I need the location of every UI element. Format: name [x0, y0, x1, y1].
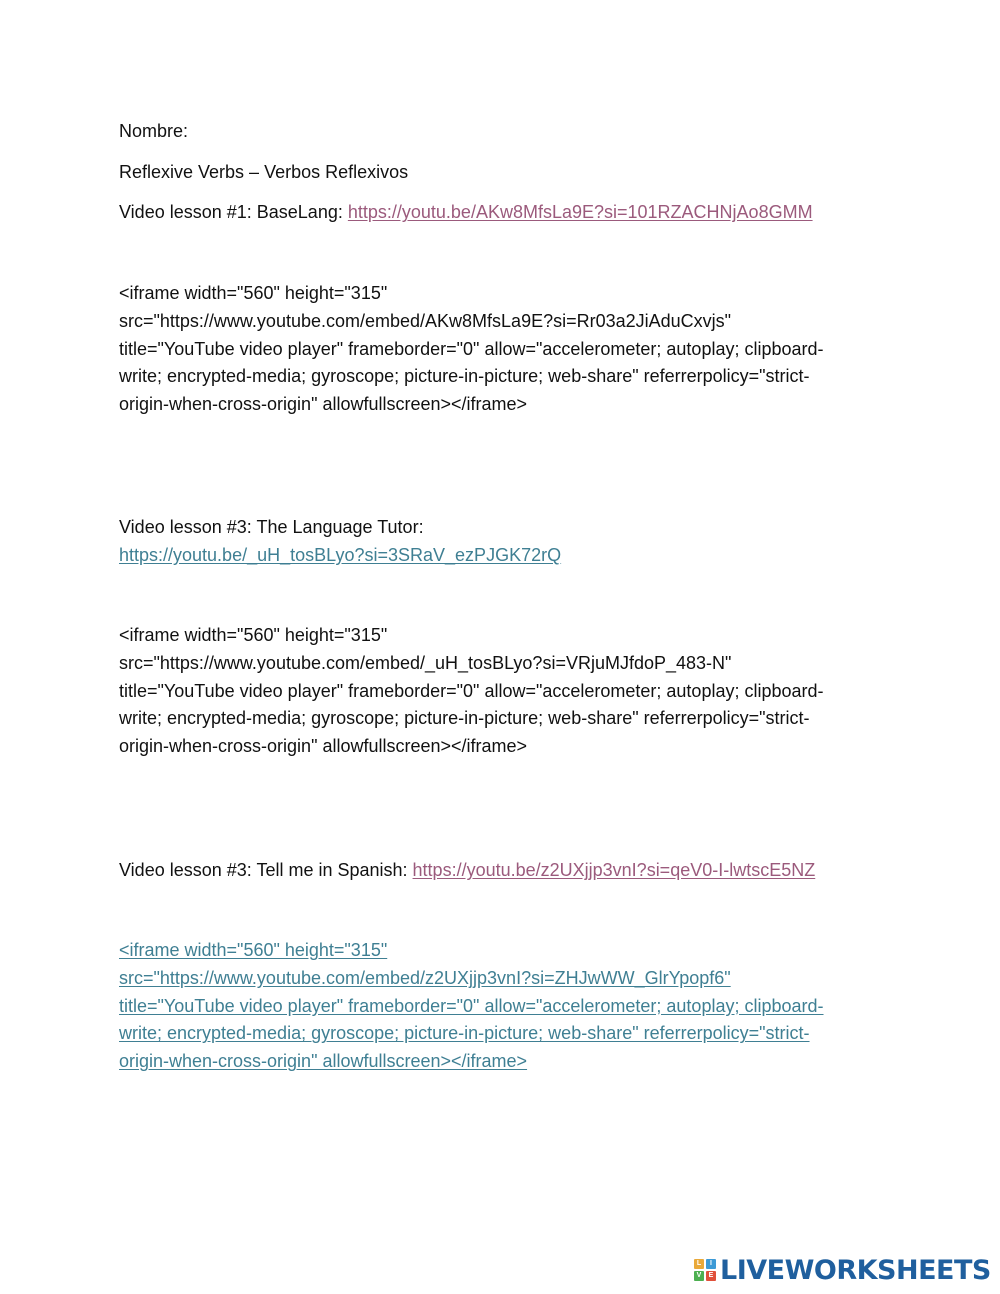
lesson3-line [119, 856, 815, 884]
lesson2-label: Video lesson #3: The Language Tutor: [119, 517, 424, 537]
lesson1-line [119, 198, 813, 226]
logo-mark-letter: I [706, 1259, 716, 1269]
embed-link-line[interactable]: title="YouTube video player" frameborder="0" allow="accelerometer; autoplay; clipboard- [119, 995, 824, 1016]
embed-line: src="https://www.youtube.com/embed/AKw8MfsLa9E?si=Rr03a2JiAduCxvjs" [119, 310, 732, 331]
embed-line: src="https://www.youtube.com/embed/_uH_tosBLyo?si=VRjuMJfdoP_483-N" [119, 652, 732, 673]
embed-line: <iframe width="560" height="315" [119, 283, 388, 303]
embed-link-line[interactable]: src="https://www.youtube.com/embed/z2UXjjp3vnI?si=ZHJwWW_GlrYpopf6" [119, 967, 731, 988]
lesson2-line [119, 541, 561, 569]
lesson1-link[interactable]: https://youtu.be/AKw8MfsLa9E?si=101RZACHNjAo8GMM [347, 202, 813, 222]
embed-link-line[interactable]: <iframe width="560" height="315" [119, 940, 388, 960]
embed-link-line[interactable]: write; encrypted-media; gyroscope; picture-in-picture; web-share" referrerpolicy="strict- [119, 1023, 810, 1044]
lesson3-label: Video lesson #3: Tell me in Spanish: [119, 860, 408, 880]
embed-line: origin-when-cross-origin" allowfullscreen></iframe> [119, 394, 528, 415]
logo-text: LIVEWORKSHEETS [720, 1254, 991, 1286]
embed-line: write; encrypted-media; gyroscope; picture-in-picture; web-share" referrerpolicy="strict- [119, 708, 810, 729]
lesson1-label: Video lesson #1: BaseLang: [119, 202, 343, 222]
logo-mark-letter: L [694, 1259, 704, 1269]
name-label: Nombre: [119, 121, 189, 141]
embed-line: origin-when-cross-origin" allowfullscreen></iframe> [119, 736, 528, 757]
logo-mark-letter: V [694, 1271, 704, 1281]
embed-line: write; encrypted-media; gyroscope; picture-in-picture; web-share" referrerpolicy="strict- [119, 366, 810, 387]
lesson3-link[interactable]: https://youtu.be/z2UXjjp3vnI?si=qeV0-I-lwtscE5NZ [412, 860, 816, 880]
embed-line: <iframe width="560" height="315" [119, 625, 388, 645]
embed-line: title="YouTube video player" frameborder="0" allow="accelerometer; autoplay; clipboard- [119, 338, 824, 359]
page-title: Reflexive Verbs – Verbos Reflexivos [119, 162, 409, 182]
lesson3-embed-link [119, 937, 899, 1076]
lesson2-link[interactable]: https://youtu.be/_uH_tosBLyo?si=3SRaV_ezPJGK72rQ [119, 545, 562, 565]
lesson2-embed-code [119, 622, 899, 761]
embed-line: title="YouTube video player" frameborder="0" allow="accelerometer; autoplay; clipboard- [119, 680, 824, 701]
logo-mark-letter: E [706, 1271, 716, 1281]
logo-mark-icon [694, 1259, 716, 1281]
embed-link-line[interactable]: origin-when-cross-origin" allowfullscreen></iframe> [119, 1051, 528, 1072]
liveworksheets-logo [694, 1255, 991, 1285]
lesson1-embed-code [119, 280, 899, 419]
